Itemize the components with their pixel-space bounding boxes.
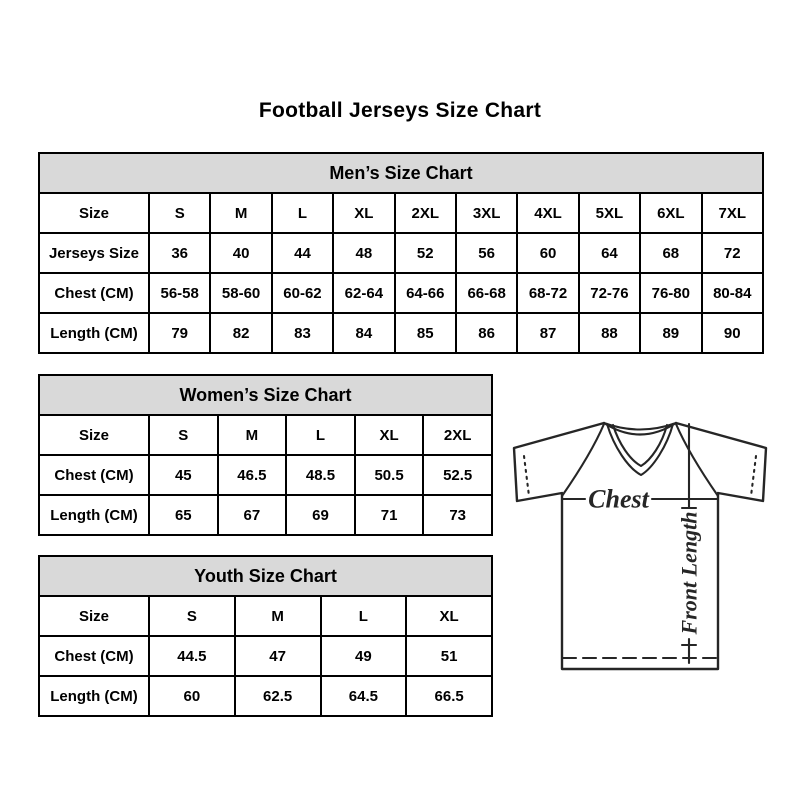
cell-value: S	[149, 596, 235, 636]
row-label: Length (CM)	[39, 676, 149, 716]
cell-value: 2XL	[423, 415, 492, 455]
cell-value: 3XL	[456, 193, 517, 233]
table-row	[39, 495, 492, 535]
page-title: Football Jerseys Size Chart	[258, 99, 542, 122]
cell-value: 36	[149, 233, 210, 273]
mens-size-table	[38, 152, 764, 352]
cell-value: 5XL	[579, 193, 640, 233]
cell-value: 48	[333, 233, 394, 273]
cell-value: 85	[395, 313, 456, 353]
cell-value: 66-68	[456, 273, 517, 313]
front-length-label: Front Length	[676, 511, 702, 635]
cell-value: 52	[395, 233, 456, 273]
cell-value: 60	[149, 676, 235, 716]
cell-value: XL	[333, 193, 394, 233]
cell-value: 4XL	[517, 193, 578, 233]
cell-value: S	[149, 193, 210, 233]
cell-value: 84	[333, 313, 394, 353]
table-row	[39, 596, 492, 636]
table-row	[39, 273, 763, 313]
chest-label: Chest	[588, 484, 649, 514]
table-row	[39, 193, 763, 233]
row-label: Size	[39, 415, 149, 455]
cell-value: XL	[355, 415, 424, 455]
table-row	[39, 415, 492, 455]
cell-value: 45	[149, 455, 218, 495]
womens-table-header: Women’s Size Chart	[39, 375, 492, 415]
table-row	[39, 313, 763, 353]
row-label: Length (CM)	[39, 313, 149, 353]
cell-value: L	[286, 415, 355, 455]
cell-value: XL	[406, 596, 492, 636]
cell-value: 72-76	[579, 273, 640, 313]
cell-value: 89	[640, 313, 701, 353]
cell-value: 56	[456, 233, 517, 273]
cell-value: S	[149, 415, 218, 455]
mens-table-header: Men’s Size Chart	[39, 153, 763, 193]
row-label: Chest (CM)	[39, 273, 149, 313]
cell-value: 64-66	[395, 273, 456, 313]
cell-value: 56-58	[149, 273, 210, 313]
cell-value: 62-64	[333, 273, 394, 313]
row-label: Chest (CM)	[39, 636, 149, 676]
cell-value: 86	[456, 313, 517, 353]
cell-value: L	[272, 193, 333, 233]
womens-table	[38, 374, 493, 536]
cell-value: 51	[406, 636, 492, 676]
cell-value: M	[210, 193, 271, 233]
cell-value: 82	[210, 313, 271, 353]
cell-value: 40	[210, 233, 271, 273]
cell-value: 47	[235, 636, 321, 676]
cell-value: 62.5	[235, 676, 321, 716]
row-label: Length (CM)	[39, 495, 149, 535]
cell-value: 68	[640, 233, 701, 273]
cell-value: 69	[286, 495, 355, 535]
row-label: Size	[39, 193, 149, 233]
cell-value: 83	[272, 313, 333, 353]
cell-value: 68-72	[517, 273, 578, 313]
cell-value: 71	[355, 495, 424, 535]
cell-value: 46.5	[218, 455, 287, 495]
cell-value: 64.5	[321, 676, 407, 716]
youth-table-header: Youth Size Chart	[39, 556, 492, 596]
cell-value: 48.5	[286, 455, 355, 495]
cell-value: 73	[423, 495, 492, 535]
table-row	[39, 455, 492, 495]
cell-value: 49	[321, 636, 407, 676]
cell-value: 50.5	[355, 455, 424, 495]
cell-value: 44	[272, 233, 333, 273]
cell-value: 60-62	[272, 273, 333, 313]
cell-value: M	[235, 596, 321, 636]
cell-value: 6XL	[640, 193, 701, 233]
cell-value: 72	[702, 233, 763, 273]
cell-value: 7XL	[702, 193, 763, 233]
cell-value: 2XL	[395, 193, 456, 233]
cell-value: L	[321, 596, 407, 636]
mens-table	[38, 152, 764, 354]
row-label: Chest (CM)	[39, 455, 149, 495]
jersey-measurement-diagram	[500, 400, 780, 692]
row-label: Size	[39, 596, 149, 636]
jersey-icon	[500, 400, 780, 692]
cell-value: 58-60	[210, 273, 271, 313]
cell-value: 66.5	[406, 676, 492, 716]
table-row	[39, 233, 763, 273]
table-row	[39, 676, 492, 716]
cell-value: 90	[702, 313, 763, 353]
youth-size-table	[38, 555, 493, 715]
womens-size-table	[38, 374, 493, 534]
table-row	[39, 636, 492, 676]
cell-value: 88	[579, 313, 640, 353]
cell-value: 52.5	[423, 455, 492, 495]
cell-value: M	[218, 415, 287, 455]
cell-value: 44.5	[149, 636, 235, 676]
cell-value: 60	[517, 233, 578, 273]
cell-value: 64	[579, 233, 640, 273]
row-label: Jerseys Size	[39, 233, 149, 273]
cell-value: 80-84	[702, 273, 763, 313]
cell-value: 76-80	[640, 273, 701, 313]
cell-value: 87	[517, 313, 578, 353]
cell-value: 65	[149, 495, 218, 535]
cell-value: 79	[149, 313, 210, 353]
cell-value: 67	[218, 495, 287, 535]
youth-table	[38, 555, 493, 717]
